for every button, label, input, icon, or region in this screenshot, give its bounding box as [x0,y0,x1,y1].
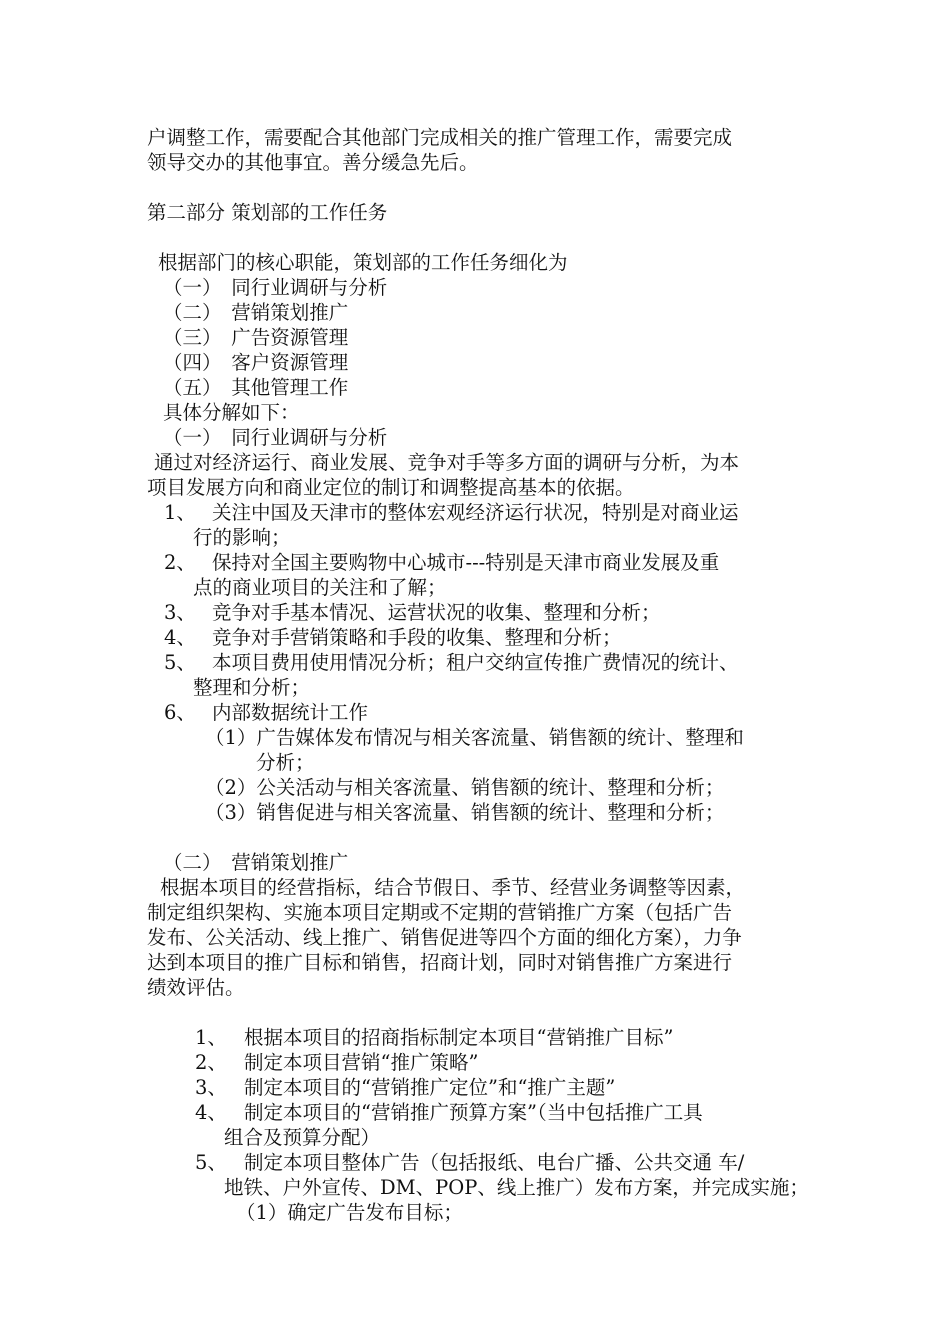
list-item-text: 竞争对手营销策略和手段的收集、整理和分析； [212,626,622,649]
sub-item-text: （1）广告媒体发布情况与相关客流量、销售额的统计、整理和 [205,726,744,749]
list-item-text: 制定本项目营销“推广策略” [244,1051,479,1074]
part1-paragraph-line: 通过对经济运行、商业发展、竞争对手等多方面的调研与分析，为本 [154,451,740,474]
part2-paragraph-line: 绩效评估。 [147,976,245,999]
list-number: 1、 [164,501,196,524]
list-item-text: 本项目费用使用情况分析；租户交纳宣传推广费情况的统计、 [212,651,739,674]
list-number: 2、 [164,551,196,574]
list-item-text: 关注中国及天津市的整体宏观经济运行状况，特别是对商业运 [212,501,739,524]
part1-paragraph-line: 项目发展方向和商业定位的制订和调整提高基本的依据。 [147,476,635,499]
list-number: 3、 [195,1076,227,1099]
intro-line: 领导交办的其他事宜。善分缓急先后。 [147,151,479,174]
list-item-text: 内部数据统计工作 [212,701,369,724]
task-item: （三） 广告资源管理 [163,326,349,349]
sub-item-text: 分析； [256,751,315,774]
task-item: （五） 其他管理工作 [163,376,349,399]
list-number: 6、 [164,701,196,724]
list-item-text: 制定本项目的“营销推广预算方案”（当中包括推广工具 [244,1101,703,1124]
list-item-text: 地铁、户外宣传、DM、POP、线上推广）发布方案，并完成实施； [224,1176,809,1199]
list-item-text: 保持对全国主要购物中心城市---特别是天津市商业发展及重 [212,551,720,574]
list-number: 4、 [164,626,196,649]
overview-lead: 根据部门的核心职能，策划部的工作任务细化为 [158,251,568,274]
intro-line: 户调整工作，需要配合其他部门完成相关的推广管理工作，需要完成 [147,126,733,149]
list-number: 1、 [195,1026,227,1049]
part2-paragraph-line: 根据本项目的经营指标，结合节假日、季节、经营业务调整等因素， [160,876,746,899]
task-item: （一） 同行业调研与分析 [163,276,388,299]
part2-paragraph-line: 达到本项目的推广目标和销售，招商计划，同时对销售推广方案进行 [147,951,733,974]
breakdown-label: 具体分解如下： [163,401,300,424]
list-item-text: 竞争对手基本情况、运营状况的收集、整理和分析； [212,601,661,624]
part2-heading: （二） 营销策划推广 [163,851,349,874]
list-item-text: 根据本项目的招商指标制定本项目“营销推广目标” [244,1026,674,1049]
list-number: 5、 [195,1151,227,1174]
sub-item-text: （1）确定广告发布目标； [236,1201,463,1224]
list-number: 3、 [164,601,196,624]
sub-item-text: （3）销售促进与相关客流量、销售额的统计、整理和分析； [205,801,725,824]
list-item-text: 点的商业项目的关注和了解； [193,576,447,599]
part2-paragraph-line: 发布、公关活动、线上推广、销售促进等四个方面的细化方案），力争 [147,926,742,949]
task-item: （二） 营销策划推广 [163,301,349,324]
list-number: 4、 [195,1101,227,1124]
list-number: 5、 [164,651,196,674]
section-title: 第二部分 策划部的工作任务 [147,201,388,224]
part2-paragraph-line: 制定组织架构、实施本项目定期或不定期的营销推广方案（包括广告 [147,901,733,924]
sub-item-text: （2）公关活动与相关客流量、销售额的统计、整理和分析； [205,776,725,799]
list-item-text: 制定本项目的“营销推广定位”和“推广主题” [244,1076,616,1099]
task-item: （四） 客户资源管理 [163,351,349,374]
list-number: 2、 [195,1051,227,1074]
list-item-text: 整理和分析； [193,676,311,699]
list-item-text: 制定本项目整体广告（包括报纸、电台广播、公共交通 车/ [244,1151,745,1174]
list-item-text: 行的影响； [193,526,291,549]
part1-heading: （一） 同行业调研与分析 [163,426,388,449]
list-item-text: 组合及预算分配） [224,1126,381,1149]
